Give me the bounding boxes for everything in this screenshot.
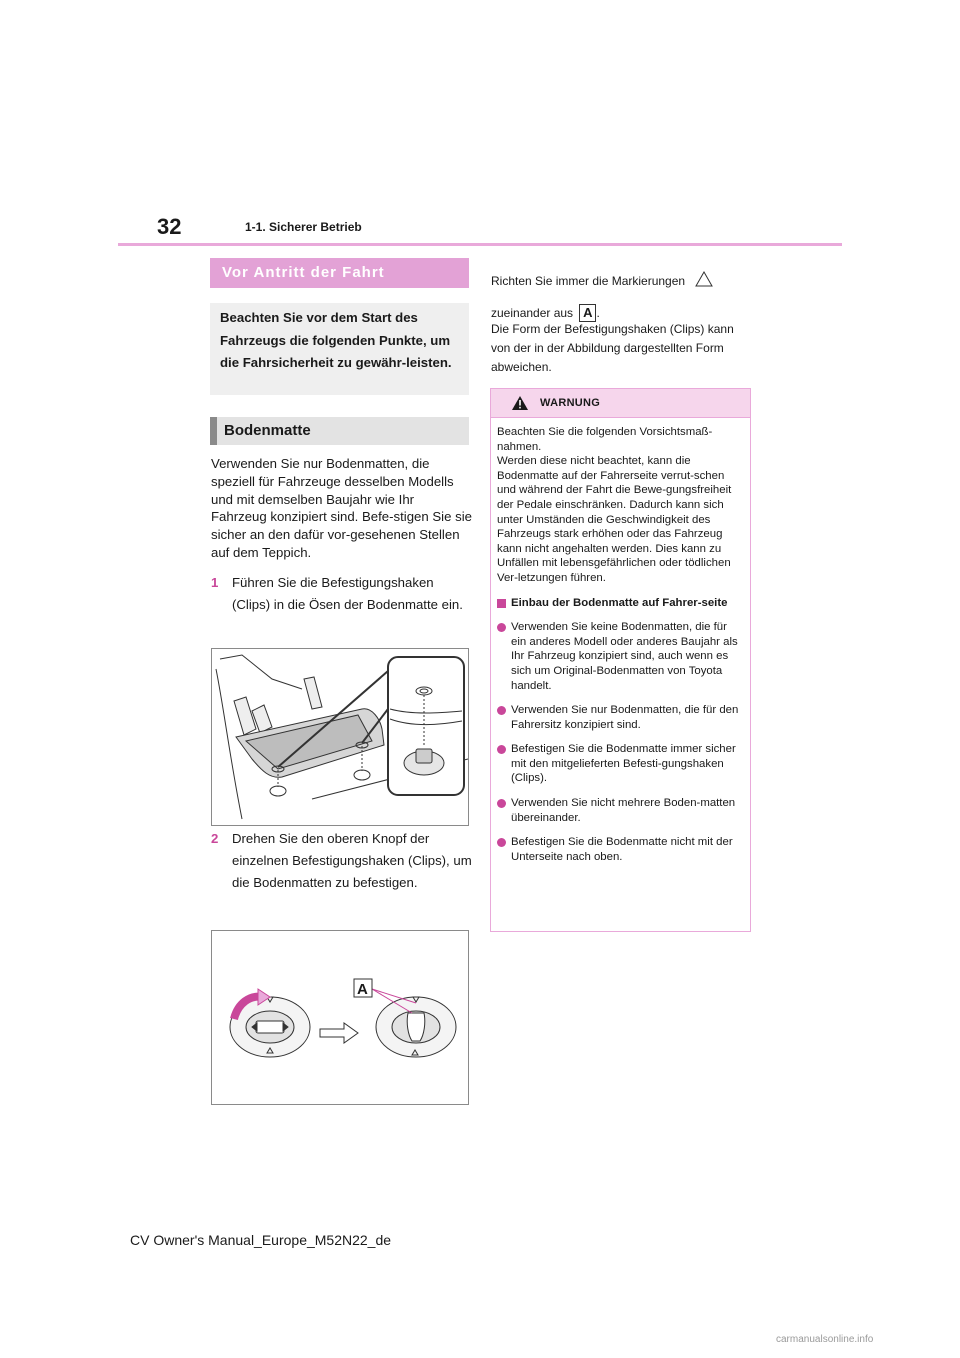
warning-bullet-text: Verwenden Sie keine Bodenmatten, die für ein anderes Modell oder anderes Baujahr als Ihr Fahrzeug konzipiert sind, auch wenn es sich um Original-Bodenmatten von Toyota handelt. <box>511 621 738 692</box>
warning-header <box>491 389 750 418</box>
page-number: 32 <box>157 214 182 239</box>
section-heading: Bodenmatte <box>224 422 311 439</box>
section-heading-accent <box>210 417 217 445</box>
body-paragraph: Verwenden Sie nur Bodenmatten, die speziell für Fahrzeuge desselben Modells und mit demselben Baujahr wie Ihr Fahrzeug konzipiert sind. Befe-stigen Sie sie sicher an den dafür vor-gesehenen Stellen auf dem Teppich. <box>211 456 472 560</box>
figure-floor-mat-hooks <box>211 648 469 826</box>
step-text: Drehen Sie den oberen Knopf der einzelnen Befestigungshaken (Clips), um die Bodenmatten zu befestigen. <box>232 831 472 890</box>
intro-text: Beachten Sie vor dem Start des Fahrzeugs die folgenden Punkte, um die Fahrsicherheit zu gewähr-leisten. <box>220 310 452 370</box>
figure-clip-rotation <box>211 930 469 1105</box>
warning-bullet-text: Befestigen Sie die Bodenmatte immer sicher mit den mitgelieferten Befesti-gungshaken (Clips). <box>511 743 736 785</box>
warning-content <box>497 425 745 864</box>
warning-bullet <box>497 835 745 864</box>
triangle-mark-icon <box>695 271 713 287</box>
alignment-note-end: . <box>596 306 600 320</box>
warning-bullet-text: Verwenden Sie nur Bodenmatten, die für den Fahrersitz konzipiert sind. <box>511 704 739 731</box>
section-reference: 1-1. Sicherer Betrieb <box>245 220 362 234</box>
step-text: Führen Sie die Befestigungshaken (Clips) in die Ösen der Bodenmatte ein. <box>232 575 463 612</box>
header-divider <box>118 243 842 246</box>
bullet-dot-icon <box>497 799 506 808</box>
clip-rotation-illustration <box>212 931 468 1104</box>
step-number: 1 <box>211 575 219 590</box>
warning-subheading-text: Einbau der Bodenmatte auf Fahrer-seite <box>511 596 728 609</box>
step-1 <box>211 572 473 642</box>
warning-bullet <box>497 796 745 825</box>
warning-bullet-text: Verwenden Sie nicht mehrere Boden-matten übereinander. <box>511 797 736 824</box>
bullet-dot-icon <box>497 745 506 754</box>
floor-mat-illustration <box>212 649 468 825</box>
page-title: Vor Antritt der Fahrt <box>222 264 385 281</box>
warning-bullet <box>497 620 745 693</box>
warning-box <box>490 388 751 932</box>
warning-triangle-icon <box>511 395 529 411</box>
warning-bullet <box>497 742 745 786</box>
warning-consequence: Werden diese nicht beachtet, kann die Bodenmatte auf der Fahrerseite verrut-schen und während der Fahrt die Bewe-gungsfreiheit der Pedale einschränken. Dadurch kann sich unter Umständen die Geschwindigkeit des Fahrzeugs stark erhöhen oder das Fahrzeug kann nicht angehalten werden. Dies kann zu Unfällen mit lebensgefährlichen oder tödlichen Ver-letzungen führen. <box>497 455 732 584</box>
intro-box <box>210 303 469 395</box>
figure-label-a: A <box>357 981 368 998</box>
bullet-dot-icon <box>497 623 506 632</box>
watermark: carmanualsonline.info <box>776 1334 874 1345</box>
footer-manual-id: CV Owner's Manual_Europe_M52N22_de <box>130 1232 392 1248</box>
step-number: 2 <box>211 831 219 846</box>
bullet-dot-icon <box>497 706 506 715</box>
section-heading-bar <box>210 417 469 445</box>
clip-shape-note: Die Form der Befestigungshaken (Clips) kann von der in der Abbildung dargestellten Form abweichen. <box>491 322 734 374</box>
warning-bullet <box>497 703 745 732</box>
step-2 <box>211 828 473 918</box>
warning-bullet-text: Befestigen Sie die Bodenmatte nicht mit der Unterseite nach oben. <box>511 836 733 863</box>
alignment-note-pre: Richten Sie immer die Markierungen <box>491 274 686 288</box>
square-bullet-icon <box>497 599 506 608</box>
page-title-bar <box>210 258 469 288</box>
warning-intro: Beachten Sie die folgenden Vorsichtsmaß-nahmen. <box>497 426 713 453</box>
bullet-dot-icon <box>497 838 506 847</box>
warning-subheading <box>497 596 745 611</box>
alignment-note-post: zueinander aus <box>491 306 574 320</box>
label-a-box: A <box>579 304 596 322</box>
warning-heading: WARNUNG <box>540 397 601 409</box>
